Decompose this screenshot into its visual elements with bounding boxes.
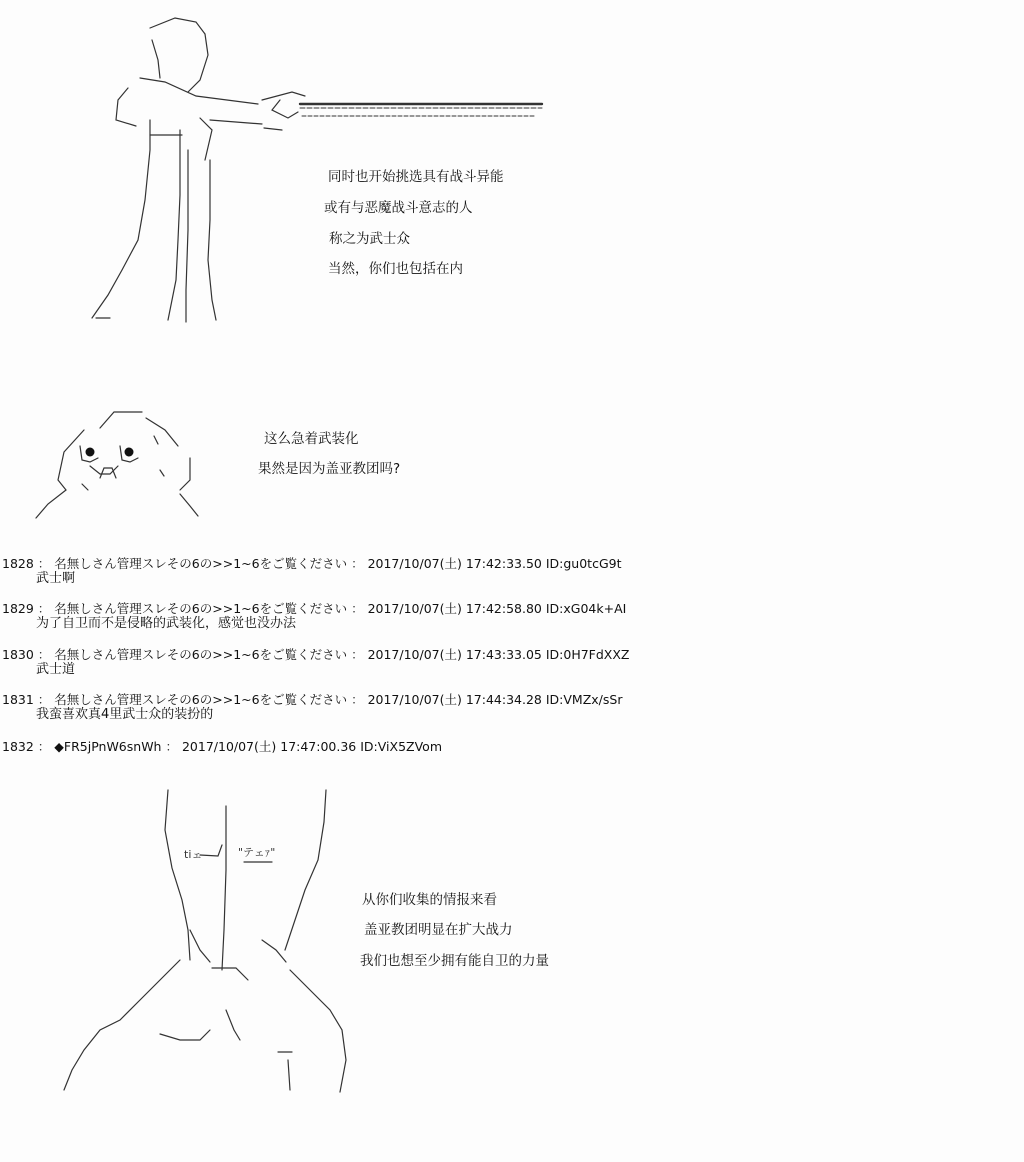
post-date: 2017/10/07(土) 17:44:34.28 bbox=[367, 692, 542, 707]
post-date: 2017/10/07(土) 17:42:58.80 bbox=[367, 601, 542, 616]
post-id: ID:0H7FdXXZ bbox=[545, 647, 630, 662]
post-name: 名無しさん管理スレその6の>>1~6をご覧ください bbox=[54, 601, 348, 616]
post-header bbox=[2, 647, 630, 662]
separator: ： bbox=[351, 556, 364, 571]
post-name: 名無しさん管理スレその6の>>1~6をご覧ください bbox=[54, 692, 348, 707]
post-date: 2017/10/07(土) 17:43:33.05 bbox=[367, 647, 542, 662]
post-body: 我蛮喜欢真4里武士众的装扮的 bbox=[36, 707, 214, 722]
post-1828 bbox=[2, 556, 622, 586]
separator: ： bbox=[351, 647, 364, 662]
post-id: ID:gu0tcG9t bbox=[545, 556, 622, 571]
scene3-line-3: 我们也想至少拥有能自卫的力量 bbox=[360, 953, 549, 969]
scene3-line-1: 从你们收集的情报来看 bbox=[362, 892, 497, 908]
post-number[interactable]: 1831 bbox=[2, 692, 34, 707]
scene3-line-2: 盖亚教团明显在扩大战力 bbox=[364, 922, 513, 938]
post-name: 名無しさん管理スレその6の>>1~6をご覧ください bbox=[54, 647, 348, 662]
post-id: ID:xG04k+AI bbox=[545, 601, 627, 616]
post-name: 名無しさん管理スレその6の>>1~6をご覧ください bbox=[54, 556, 348, 571]
scene1-line-2: 或有与恶魔战斗意志的人 bbox=[324, 200, 473, 216]
post-id: ID:ViX5ZVom bbox=[360, 739, 443, 754]
separator: ： bbox=[37, 601, 51, 616]
post-number[interactable]: 1830 bbox=[2, 647, 34, 662]
figure3-mark-1: tiェ bbox=[184, 848, 203, 861]
post-date: 2017/10/07(土) 17:47:00.36 bbox=[181, 739, 357, 754]
post-body: 为了自卫而不是侵略的武装化，感觉也没办法 bbox=[36, 616, 297, 631]
post-number[interactable]: 1828 bbox=[2, 556, 34, 571]
separator: ： bbox=[37, 556, 51, 571]
post-1829 bbox=[2, 601, 626, 631]
separator: ： bbox=[165, 739, 178, 754]
scene1-line-1: 同时也开始挑选具有战斗异能 bbox=[328, 169, 504, 185]
scene2-line-2: 果然是因为盖亚教团吗? bbox=[258, 461, 401, 477]
separator: ： bbox=[37, 739, 51, 754]
figure-blob bbox=[36, 412, 198, 518]
post-1830 bbox=[2, 647, 630, 677]
post-header bbox=[2, 692, 622, 707]
figure-coat bbox=[64, 790, 346, 1092]
post-number[interactable]: 1829 bbox=[2, 601, 34, 616]
post-id: ID:VMZx/sSr bbox=[545, 692, 623, 707]
post-header bbox=[2, 601, 626, 616]
separator: ： bbox=[37, 647, 51, 662]
post-date: 2017/10/07(土) 17:42:33.50 bbox=[367, 556, 542, 571]
post-number[interactable]: 1832 bbox=[2, 739, 34, 754]
separator: ： bbox=[351, 601, 364, 616]
post-body: 武士啊 bbox=[36, 571, 76, 586]
post-header bbox=[2, 739, 442, 754]
separator: ： bbox=[37, 692, 51, 707]
scene2-line-1: 这么急着武装化 bbox=[264, 431, 359, 447]
scene1-line-4: 当然，你们也包括在内 bbox=[328, 261, 463, 277]
scene1-line-3: 称之为武士众 bbox=[329, 231, 410, 247]
post-body: 武士道 bbox=[36, 662, 76, 677]
post-header bbox=[2, 556, 622, 571]
post-1832 bbox=[2, 739, 442, 754]
post-1831 bbox=[2, 692, 622, 722]
figure3-mark-2: "テェｧ" bbox=[238, 846, 276, 859]
post-name: ◆FR5jPnW6snWh bbox=[54, 739, 162, 754]
separator: ： bbox=[351, 692, 364, 707]
